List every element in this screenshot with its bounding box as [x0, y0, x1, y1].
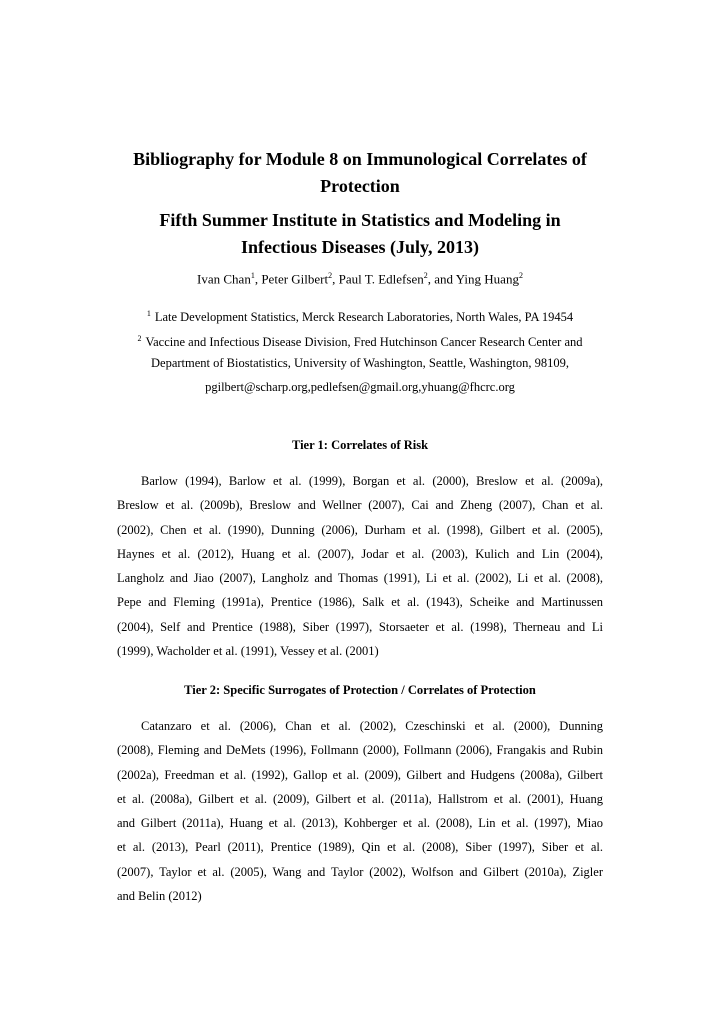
document-title — [100, 146, 620, 200]
section-heading-tier-1: Tier 1: Correlates of Risk — [291, 438, 429, 452]
title-line-1: Bibliography for Module 8 on Immunological Correlates of — [133, 149, 587, 169]
reference-line: Catanzaro et al. (2006), Chan et al. (2002), Czeschinski et al. (2000), Dunning — [141, 719, 603, 733]
reference-line: Pepe and Fleming (1991a), Prentice (1986), Salk et al. (1943), Scheike and Martinussen — [117, 595, 603, 610]
tier-1-references — [117, 472, 603, 666]
document-subtitle — [100, 207, 620, 261]
affiliation-text: Vaccine and Infectious Disease Division, Fred Hutchinson Cancer Research Center and — [145, 335, 583, 350]
reference-line: et al. (2013), Pearl (2011), Prentice (1989), Qin et al. (2008), Siber (1997), Siber et al. — [117, 840, 603, 855]
reference-line: (2002), Chen et al. (1990), Dunning (2006), Durham et al. (1998), Gilbert et al. (2005), — [117, 522, 603, 537]
affiliation-text: Late Development Statistics, Merck Research Laboratories, North Wales, PA 19454 — [154, 310, 574, 325]
author-name: Ying Huang — [455, 271, 519, 287]
affiliation-2-continued: Department of Biostatistics, University of Washington, Seattle, Washington, 98109, — [151, 356, 569, 370]
affiliation-1 — [100, 305, 620, 326]
author-name: Paul T. Edlefsen — [338, 271, 424, 287]
reference-line: Langholz and Jiao (2007), Langholz and Thomas (1991), Li et al. (2002), Li et al. (2008), — [117, 571, 603, 586]
reference-line: Barlow (1994), Barlow et al. (1999), Borgan et al. (2000), Breslow et al. (2009a), — [141, 474, 603, 488]
reference-line: and Belin (2012) — [117, 889, 202, 904]
subtitle-line-2: Infectious Diseases (July, 2013) — [241, 237, 479, 257]
reference-line: and Gilbert (2011a), Huang et al. (2013), Kohberger et al. (2008), Lin et al. (1997), Miao — [117, 816, 603, 831]
reference-line: (2007), Taylor et al. (2005), Wang and Taylor (2002), Wolfson and Gilbert (2010a), Zigler — [117, 864, 603, 879]
reference-line: (2008), Fleming and DeMets (1996), Follmann (2000), Follmann (2006), Frangakis and Rubin — [117, 743, 603, 758]
author-emails: pgilbert@scharp.org,pedlefsen@gmail.org,yhuang@fhcrc.org — [205, 380, 515, 394]
reference-line: (2004), Self and Prentice (1988), Siber (1997), Storsaeter et al. (1998), Therneau and Li — [117, 619, 603, 634]
affiliation-mark: 2 — [518, 271, 523, 280]
affiliation-mark: 2 — [423, 271, 428, 280]
affiliation-mark: 2 — [328, 271, 333, 280]
title-line-2: Protection — [320, 176, 400, 196]
author-separator: , — [254, 271, 262, 287]
author-separator: , — [332, 271, 339, 287]
author-name: Peter Gilbert — [261, 271, 329, 287]
affiliation-mark: 1 — [146, 309, 151, 318]
tier-2-references — [117, 717, 603, 911]
reference-line: Haynes et al. (2012), Huang et al. (2007), Jodar et al. (2003), Kulich and Lin (2004), — [117, 546, 603, 561]
author-separator: , and — [427, 271, 456, 287]
subtitle-line-1: Fifth Summer Institute in Statistics and Modeling in — [159, 210, 561, 230]
affiliation-2 — [100, 330, 620, 351]
reference-line: et al. (2008a), Gilbert et al. (2009), Gilbert et al. (2011a), Hallstrom et al. (2001), Huang — [117, 791, 603, 806]
affiliation-mark: 1 — [250, 271, 255, 280]
author-name: Ivan Chan — [197, 271, 251, 287]
author-list — [90, 267, 630, 288]
section-heading-tier-2: Tier 2: Specific Surrogates of Protection / Correlates of Protection — [184, 683, 536, 697]
affiliation-mark: 2 — [137, 334, 142, 343]
reference-line: (2002a), Freedman et al. (1992), Gallop et al. (2009), Gilbert and Hudgens (2008a), Gilbert — [117, 767, 603, 782]
reference-line: (1999), Wacholder et al. (1991), Vessey et al. (2001) — [117, 644, 379, 659]
reference-line: Breslow et al. (2009b), Breslow and Wellner (2007), Cai and Zheng (2007), Chan et al. — [117, 498, 603, 513]
